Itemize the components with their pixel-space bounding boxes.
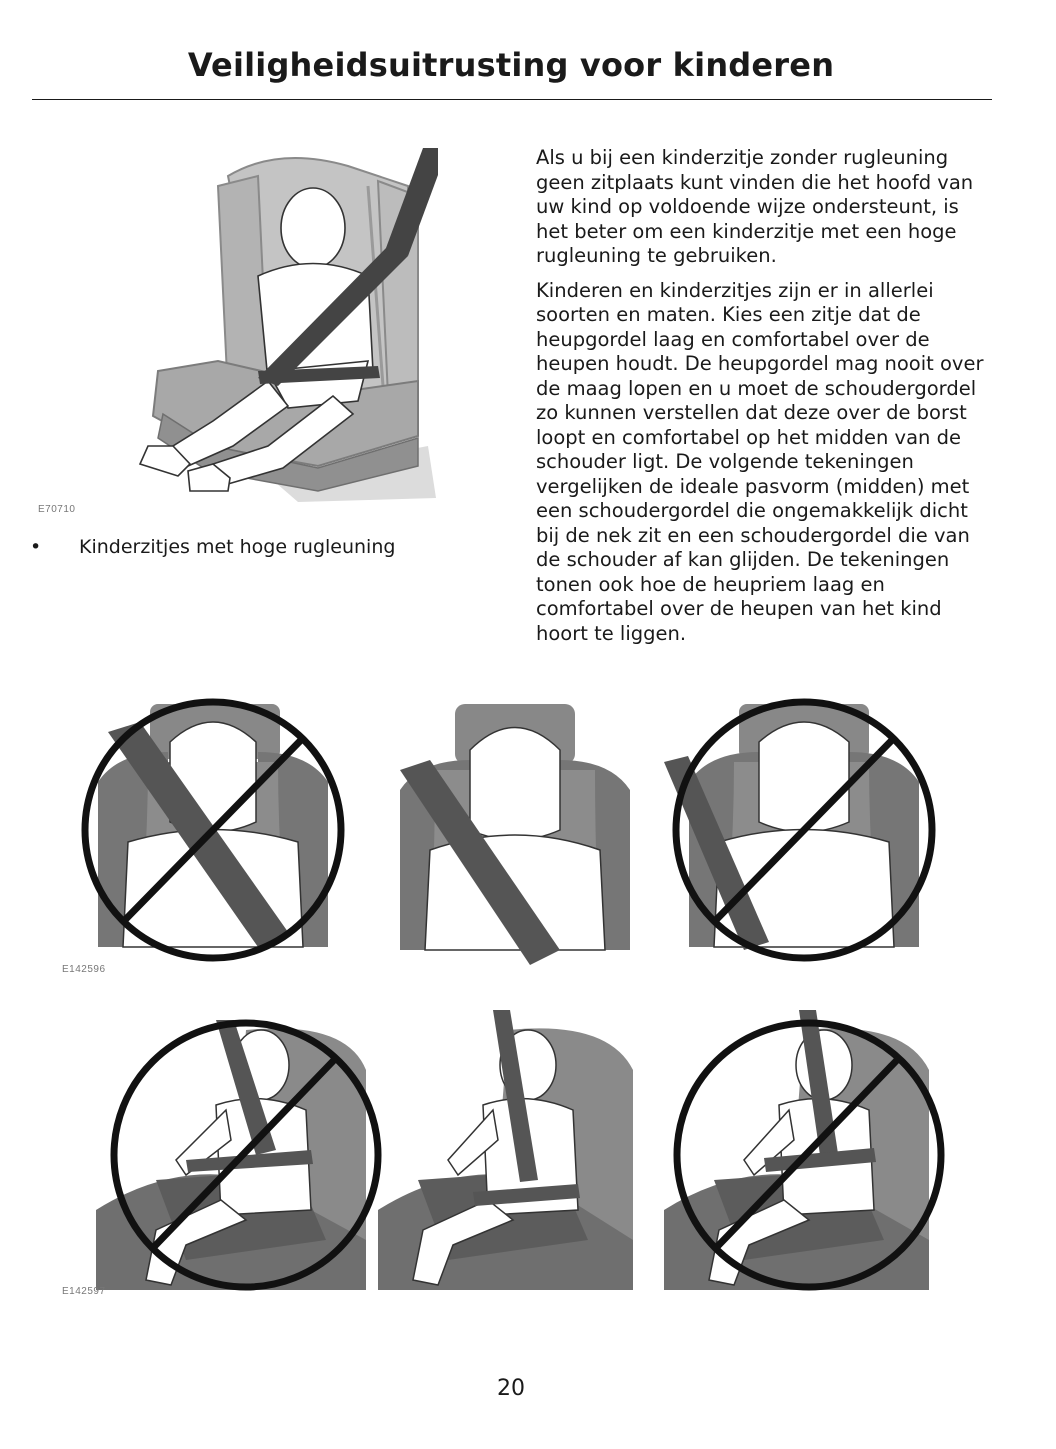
lap-belt-incorrect-high-figure: [96, 1010, 386, 1295]
prohibited-icon: [664, 1010, 949, 1295]
booster-seat-figure: [118, 146, 438, 506]
shoulder-belt-incorrect-neck-figure: [78, 692, 358, 972]
shoulder-belt-incorrect-off-shoulder-figure: [664, 692, 944, 972]
child-high-back-booster-seat-illustration: [118, 146, 438, 506]
page-number: 20: [497, 1376, 525, 1401]
page-title: Veiligheidsuitrusting voor kinderen: [187, 46, 835, 84]
figure-id: E142597: [62, 1286, 106, 1297]
lap-belt-correct-figure: [378, 1010, 648, 1295]
paragraph: Kinderen en kinderzitjes zijn er in allerlei soorten en maten. Kies een zitje dat de heupgordel laag en comfortabel over de heupen houdt. De heupgordel mag nooit over de maag lopen en u moet de schoudergordel zo kunnen verstellen dat deze over de borst loopt en comfortabel op het midden van de schouder ligt. De volgende tekeningen vergelijken de ideale pasvorm (midden) met een schoudergordel die ongemakkelijk dicht bij de nek zit en een schoudergordel die van de schouder af kan glijden. De tekeningen tonen ook hoe de heupriem laag en comfortabel over de heupen van het kind hoort te liggen.: [536, 278, 984, 645]
body-text: [536, 146, 991, 656]
prohibited-icon: [78, 692, 358, 972]
figure-id: E142596: [62, 964, 106, 975]
prohibited-icon: [664, 692, 944, 972]
lap-belt-incorrect-loose-figure: [664, 1010, 949, 1295]
bullet-icon: •: [30, 536, 42, 558]
shoulder-belt-correct-figure: [400, 700, 630, 970]
title-divider: [32, 99, 992, 100]
paragraph: Als u bij een kinderzitje zonder rugleuning geen zitplaats kunt vinden die het hoofd van uw kind op voldoende wijze ondersteunt, is het beter om een kinderzitje met een hoge rugleuning te gebruiken.: [536, 146, 974, 267]
prohibited-icon: [96, 1010, 386, 1295]
figure-id: E70710: [38, 504, 76, 515]
